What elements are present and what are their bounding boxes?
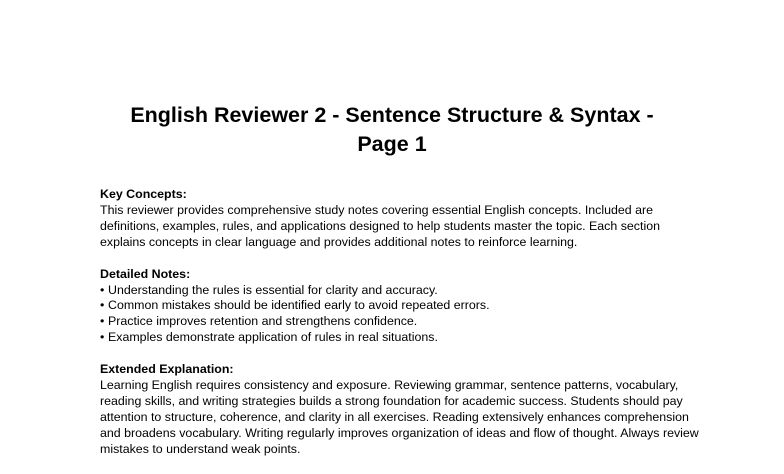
extended-explanation-text: Learning English requires consistency and exposure. Reviewing grammar, sentence patterns, vocabulary, reading skills, and writing strategies builds a strong foundation for academic success. Students should pay attention to structure, coherence, and clarity in all exercises. Reading extensively enhances comprehension and broadens vocabulary. Writing regularly improves organization of ideas and flow of thought. Always review mistakes to understand weak points. [100, 378, 699, 456]
list-item-text: Practice improves retention and strengthens confidence. [108, 314, 418, 329]
extended-explanation-section [100, 362, 700, 457]
title-line-1: English Reviewer 2 - Sentence Structure & Syntax - [130, 103, 654, 127]
list-item [100, 330, 700, 346]
bullet-icon: • [100, 330, 105, 345]
detailed-notes-list [100, 283, 700, 347]
list-item-text: Common mistakes should be identified early to avoid repeated errors. [108, 298, 490, 313]
list-item [100, 283, 700, 299]
key-concepts-section [100, 187, 700, 251]
detailed-notes-heading: Detailed Notes: [100, 266, 191, 281]
document-body [100, 187, 700, 474]
bullet-icon: • [100, 314, 105, 329]
key-concepts-text: This reviewer provides comprehensive study notes covering essential English concepts. Included are definitions, examples, rules, and applications designed to help students master the topic. Each section explains concepts in clear language and provides additional notes to reinforce learning. [100, 202, 660, 249]
list-item-text: Understanding the rules is essential for clarity and accuracy. [108, 282, 438, 297]
title-line-2: Page 1 [357, 132, 427, 156]
bullet-icon: • [100, 298, 105, 313]
list-item-text: Examples demonstrate application of rules in real situations. [108, 330, 438, 345]
bullet-icon: • [100, 282, 105, 297]
detailed-notes-section [100, 267, 700, 347]
list-item [100, 298, 700, 314]
extended-explanation-heading: Extended Explanation: [100, 362, 234, 377]
list-item [100, 314, 700, 330]
page-title [90, 101, 694, 159]
key-concepts-heading: Key Concepts: [100, 187, 187, 201]
